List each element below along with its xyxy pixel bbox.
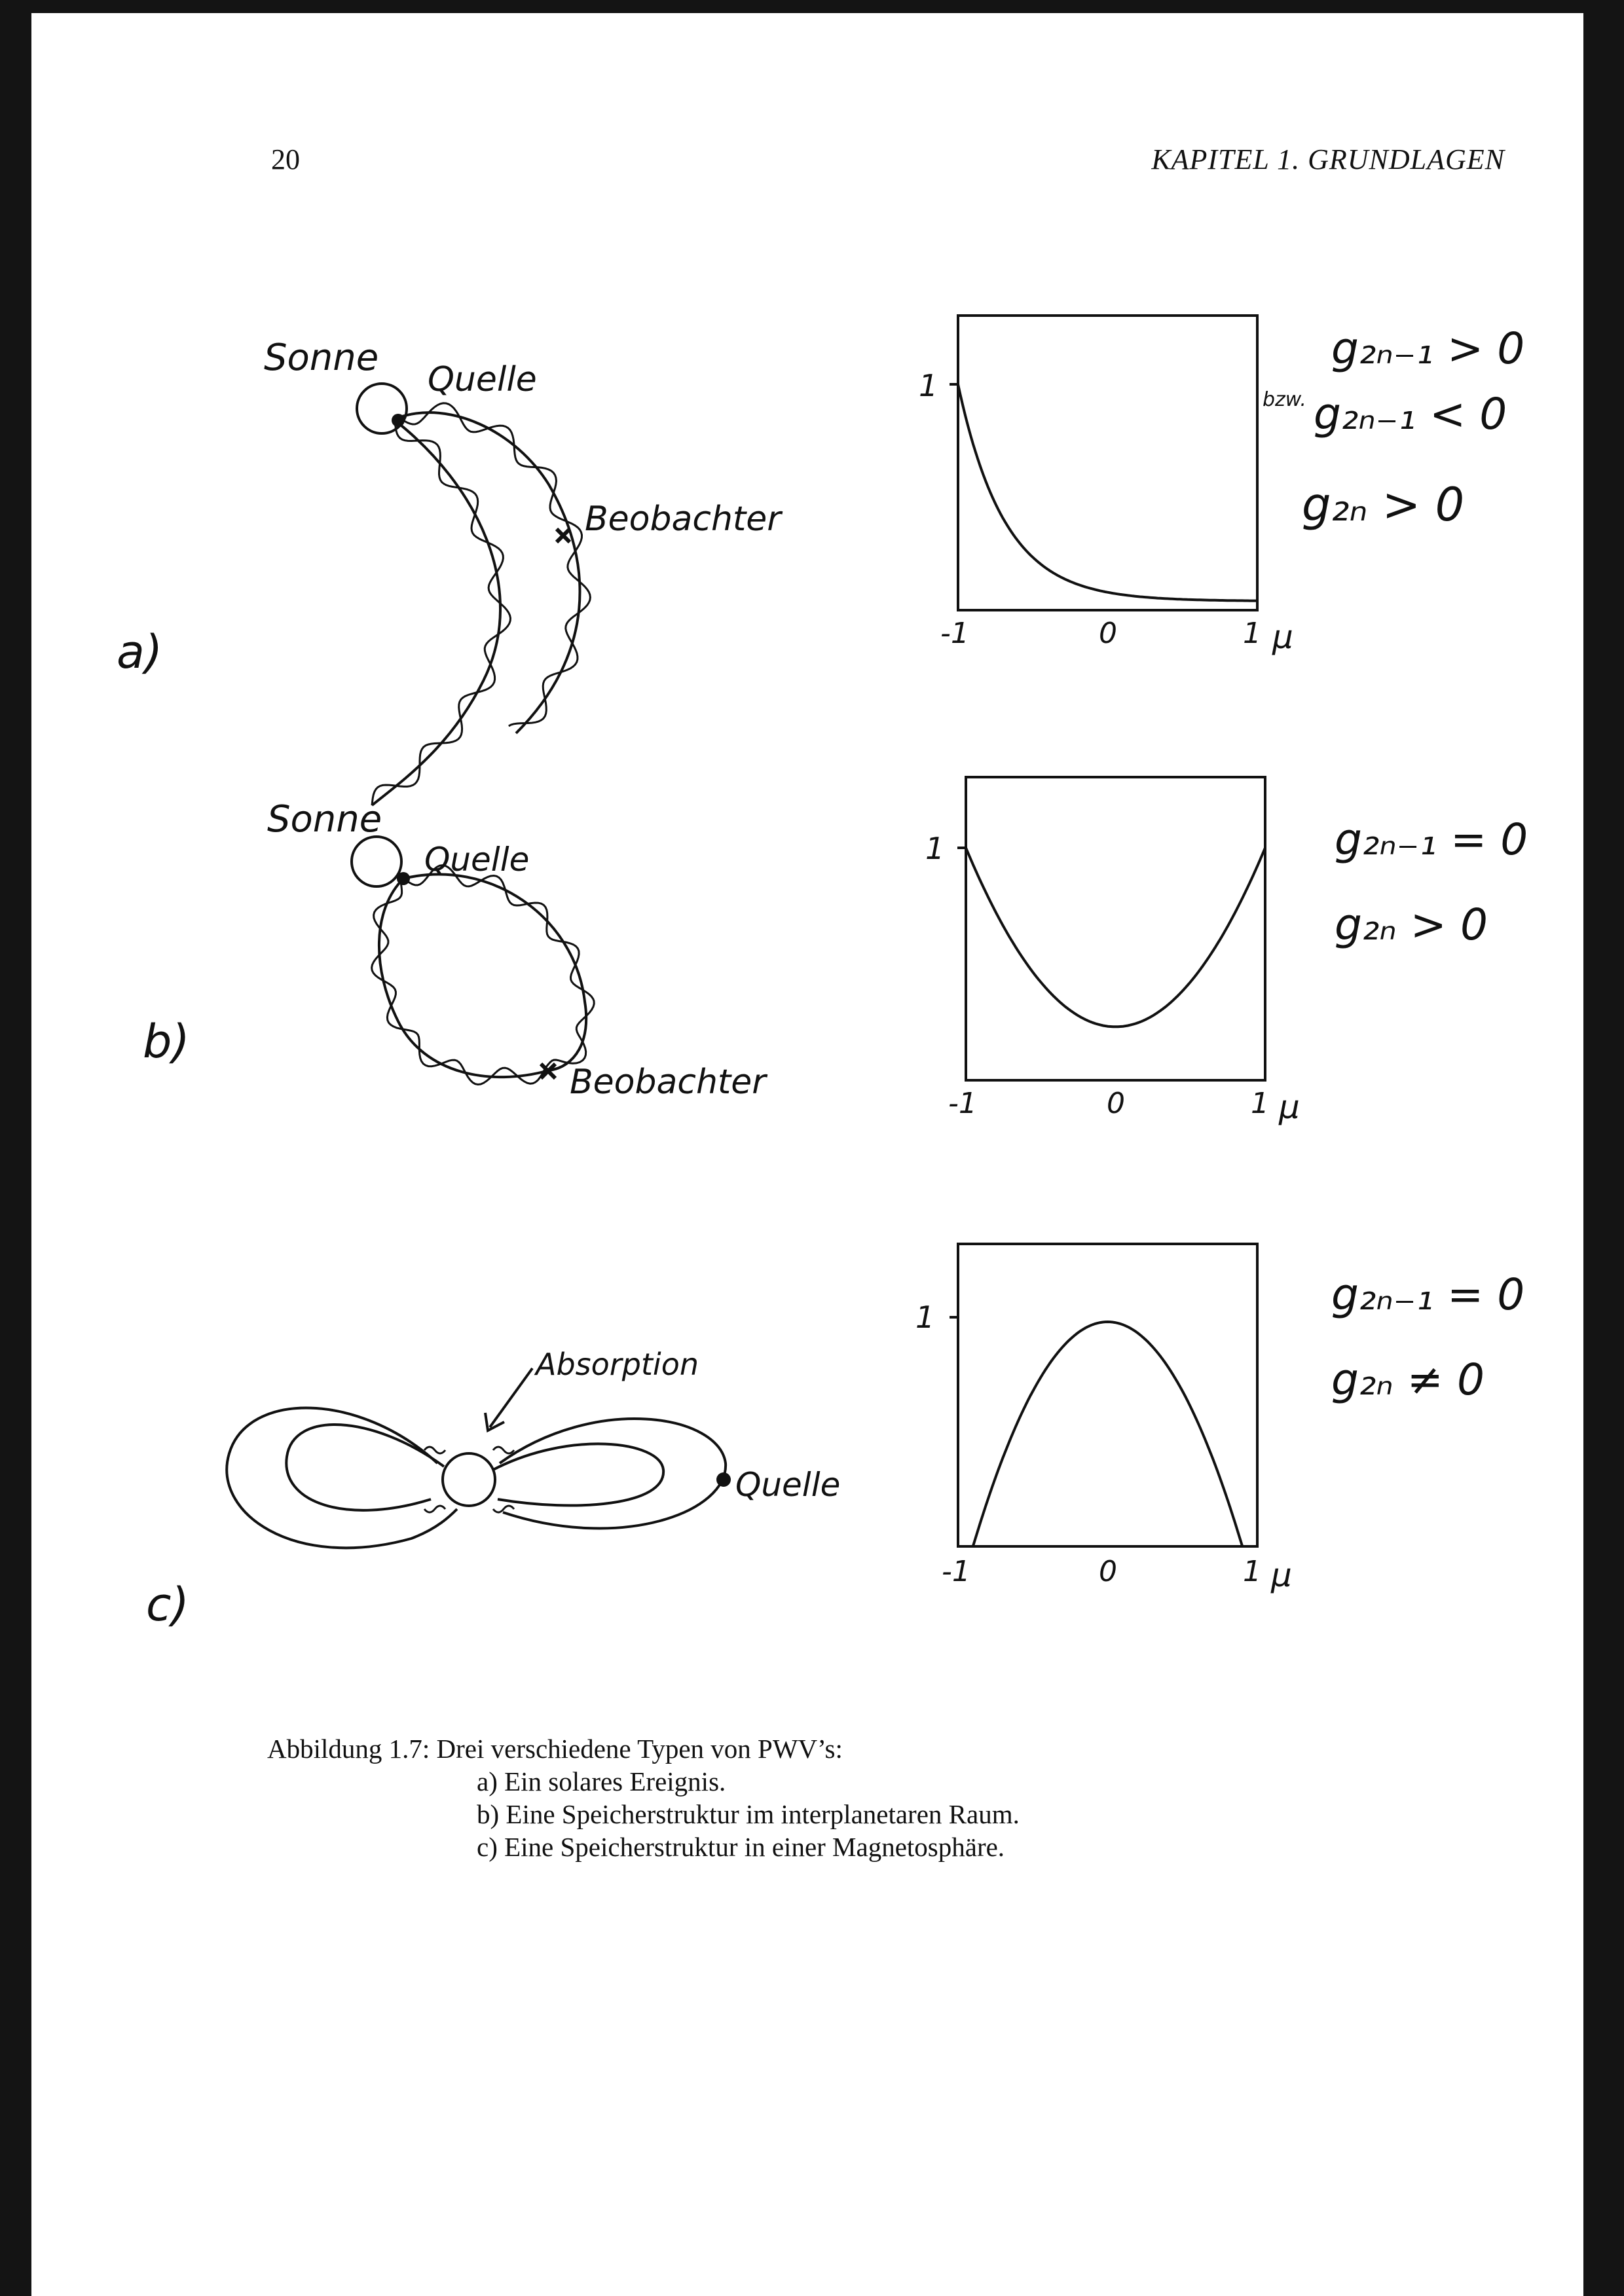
wavy-particle-path (372, 420, 511, 805)
x-tick-1: 1 (1243, 617, 1261, 650)
outer-loop-right (500, 1419, 726, 1528)
condition-2: g₂ₙ ≠ 0 (1331, 1355, 1485, 1405)
condition-2: g₂ₙ₋₁ < 0 (1314, 389, 1507, 439)
figure-1-7 (31, 13, 1583, 2296)
caption-item-a: a) Ein solares Ereignis. (477, 1766, 726, 1796)
source-label: Quelle (735, 1466, 841, 1504)
plot-frame (958, 316, 1257, 610)
y-tick-1: 1 (919, 368, 938, 403)
figure-caption (267, 1732, 1020, 1863)
closed-field-line (379, 875, 586, 1078)
x-tick-minus-1: -1 (948, 1087, 977, 1120)
x-tick-0: 0 (1099, 1555, 1117, 1588)
sun-label: Sonne (267, 798, 382, 841)
x-tick-1: 1 (1243, 1555, 1261, 1588)
inner-loop-right (493, 1444, 663, 1505)
plot-frame (958, 1244, 1257, 1546)
observer-cross (557, 529, 570, 542)
source-label: Quelle (424, 841, 530, 879)
panel-c-plot (915, 1244, 1524, 1594)
source-dot (392, 414, 405, 427)
planet-circle (443, 1453, 495, 1506)
panel-b-plot (925, 777, 1528, 1126)
condition-1: g₂ₙ₋₁ > 0 (1331, 323, 1525, 374)
panel-c-sketch (227, 1368, 726, 1548)
field-line-inner (372, 420, 500, 805)
distribution-curve (966, 848, 1265, 1027)
caption-item-b: b) Eine Speicherstruktur im interplanetaren Raum. (477, 1799, 1020, 1829)
panel-a-plot (919, 316, 1524, 656)
plot-frame (966, 777, 1265, 1080)
panel-letter: a) (117, 625, 163, 679)
condition-3: g₂ₙ > 0 (1302, 478, 1465, 532)
observer-label: Beobachter (585, 500, 781, 539)
caption-lead: Abbildung 1.7: Drei verschiedene Typen von PWV’s: (267, 1734, 843, 1764)
source-dot (397, 872, 410, 885)
x-axis-label: μ (1272, 618, 1293, 656)
distribution-curve (958, 384, 1257, 601)
condition-1: g₂ₙ₋₁ = 0 (1335, 814, 1528, 865)
y-tick-1: 1 (925, 831, 945, 866)
x-tick-minus-1: -1 (942, 1555, 970, 1588)
panel-letter: c) (146, 1578, 189, 1631)
absorption-label: Absorption (536, 1347, 699, 1382)
absorption-arrow (490, 1368, 532, 1427)
source-dot (716, 1472, 731, 1487)
y-tick-1: 1 (915, 1300, 935, 1335)
running-title: KAPITEL 1. GRUNDLAGEN (1151, 143, 1505, 175)
sun-label: Sonne (264, 337, 379, 379)
field-line-outer (398, 412, 580, 733)
x-axis-label: μ (1279, 1088, 1300, 1126)
x-tick-minus-1: -1 (940, 617, 969, 650)
condition-prefix: bzw. (1263, 388, 1306, 411)
x-tick-0: 0 (1107, 1087, 1125, 1120)
x-tick-1: 1 (1251, 1087, 1269, 1120)
observer-label: Beobachter (570, 1063, 766, 1102)
page (31, 13, 1583, 2296)
page-number: 20 (271, 143, 300, 175)
panel-a-sketch (357, 384, 590, 805)
distribution-curve (973, 1322, 1242, 1546)
caption-items (477, 1765, 1020, 1863)
condition-2: g₂ₙ > 0 (1335, 900, 1488, 950)
source-label: Quelle (428, 360, 537, 399)
sun-circle (352, 837, 401, 886)
inner-loop-left (286, 1425, 444, 1510)
caption-item-c: c) Eine Speicherstruktur in einer Magnetosphäre. (477, 1832, 1005, 1862)
condition-1: g₂ₙ₋₁ = 0 (1331, 1269, 1525, 1320)
panel-letter: b) (143, 1015, 190, 1068)
x-axis-label: μ (1271, 1556, 1292, 1594)
outer-loop-left (227, 1408, 457, 1548)
wavy-particle-path (372, 866, 595, 1085)
x-tick-0: 0 (1099, 617, 1117, 650)
